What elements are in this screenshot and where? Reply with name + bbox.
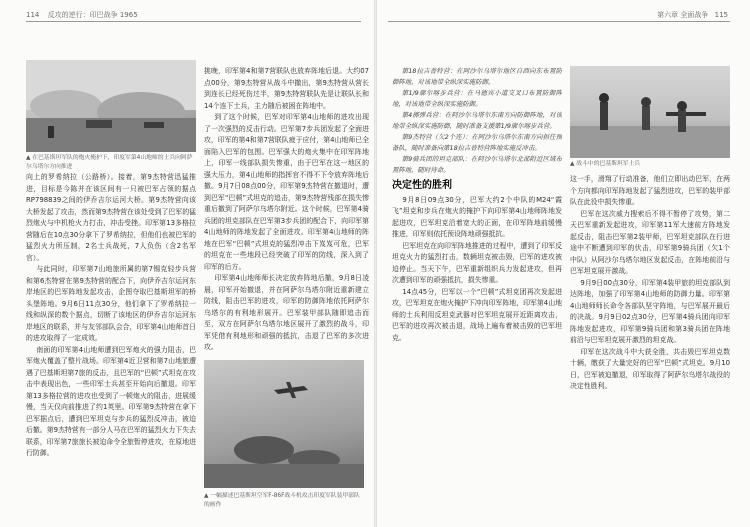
paragraph: 印军在这次战斗中大获全胜，共击毁巴军坦克数十辆，缴获了大量完好的巴军“巴顿”式坦克。9月10日，巴军被迫撤退，印军取得了阿萨尔乌塔尔战役的决定性胜利。 — [570, 347, 730, 390]
battlefield-photo — [26, 60, 196, 152]
deployment-item: 第18拉吉普特营：在阿沙尔乌塔尔地区自西向东布置防御阵地，对该地带全纵深实施防御。 — [392, 67, 562, 86]
page-gutter — [374, 0, 377, 527]
paragraph: 挑晚，印军第4和第7营联队也放弃阵地后退。大约07点00分，第9杰特营从战斗中撤出，第9杰特营从营长到连长已经死伤过半，第9杰特营联队先是让联队长和14个连下士兵，主力随后被困在阵地中。 — [204, 67, 369, 110]
right-header-rule — [388, 21, 730, 22]
paragraph: 印军第4山地师师长决定放弃阵地后撤，9月8日凌晨，印军开始撤退，并在阿萨尔乌塔尔附近重新建立防线，阻击巴军的进攻，印军的防御阵地依托阿萨尔乌塔尔的有利地形展开。巴军装甲部队随即追击而至，双方在阿萨尔乌塔尔地区展开了激烈的战斗，印军凭借有利地形和顽强的抵抗，击退了巴军的多次进攻。 — [204, 274, 369, 351]
battlefield-photo-art — [26, 60, 196, 152]
deployment-item: 第1/9廓尔喀步兵营：在马德宾小道交叉口布置防御阵地，对该地带全纵深实施防御。 — [392, 89, 562, 108]
column-4 — [570, 174, 730, 514]
paragraph: 到了这个时候，巴军对印军第4山地师的进攻出现了一次强烈的反击行动。巴军第7步兵团发起了全面进攻，印军的第4和第7营联队疲于应付，第4山地师已全面陷入巴军的包围。巴军强大的炮火集中在印军阵地上，印军一线部队损失惨重，由于巴军在这一地区的强大压力，第4山地师的指挥官不得不下令放弃阵地后撤。9月7日08点00分，印军第9杰特营在撤退时，遭到巴军“巴顿”式坦克的追击，第9杰特营残部在损失惨重后撤到了阿萨尔乌塔尔附近。这个时候，巴军第4骑兵团的坦克部队在巴军第3步兵团的配合下，向印军第4山地师的阵地发起了全面进攻。印军第4山地师的阵地在巴军“巴顿”式坦克的猛烈冲击下岌岌可危，巴军的坦克在一些地段已经突破了印军的防线，深入到了印军的后方。 — [204, 113, 369, 271]
left-running-title: 反攻的逆行：印巴战争 1965 — [47, 11, 138, 19]
photo-caption-2: ▲ 一幅描述巴基斯坦空军F-86F战斗机攻击印度军队装甲部队的画作 — [204, 493, 360, 508]
paragraph: 与此同时，印军第7山地旅所属的第7锡克轻步兵营和第6杰特营在第9杰特营的配合下，向伊乔吉尔运河东岸地区的巴军阵地发起攻击，企图夺取巴基斯坦军的桥头堡阵地。9月6日11点30分，他们拿下了罗希纳拉一线和纵深的数个据点，切断了该地区的伊乔吉尔运河东岸地区的联系，并与友邻部队会合，印军第4山地师首日的进攻取得了一定成效。 — [26, 265, 196, 342]
paragraph: 巴军在这次威力搜索后不得不暂停了攻势，第二天巴军重新发起进攻，印军第11军大速前方阵地发起反击，阻击巴军第2装甲师，巴军坦克部队在行进途中不断遭到印军的伏击，印军第9骑兵团（欠1个中队）从阿沙尔乌塔尔地区发起反击，在阵地前沿与巴军坦克展开激战。 — [570, 209, 730, 275]
paragraph: 9月8日09点30分，巴军大约2个中队的M24“霞飞”坦克和步兵在炮火的掩护下向印军第4山地师阵地发起进攻，巴军坦克沿着宽大的正面，在印军阵地前缓慢推进，印军则依托预设阵地顽强抵抗。 — [392, 195, 562, 238]
paragraph: 巴军坦克在向印军阵地推进的过程中，遭到了印军反坦克火力的猛烈打击，数辆坦克被击毁，巴军的进攻被迫停止。当天下午，巴军重新组织兵力发起进攻，但再次遭到印军的顽强抵抗，损失惨重。 — [392, 241, 562, 284]
soldiers-photo-art — [570, 66, 730, 158]
right-header — [620, 10, 728, 20]
left-header-rule — [26, 21, 361, 22]
paragraph: 南面的印军第4山地师遭到巴军炮火的强力阻击，巴军炮火覆盖了整片战场。印军第4近卫营和第7山地旅遭遇了巴基斯坦第7旅的反击，且巴军的“巴顿”式坦克在攻击中表现出色，一些印军士兵甚至开始向后撤退。印军第13多格拉营的进攻也受到了一顿炮火的阻击，进展缓慢，当天仅向前推进了约1英里。印军第9杰特营在拿下巴军据点后，遭到巴军坦克与步兵的猛烈反冲击，被迫后撤。第9杰特营有一部分人马在巴军的猛烈火力下失去联系，印军第7旅旅长被迫命令全旅暂停进攻，在原地进行防御。 — [26, 345, 196, 457]
left-page-number: 114 — [26, 11, 40, 19]
column-2 — [204, 66, 369, 356]
aircraft-painting — [204, 360, 364, 488]
paragraph: 14点45分，巴军以一个“巴顿”式坦克团再次发起进攻，巴军坦克在炮火掩护下冲向印军阵地，印军第4山地师的士兵利用反坦克武器对巴军坦克展开近距离攻击，巴军的进攻再次被击退，战场上遍布着被击毁的巴军坦克。 — [392, 287, 562, 342]
photo-caption-1: ▲ 在巴基斯坦军队的炮火掩护下，印度军第4山地师的士兵向阿萨尔乌塔尔方向推进 — [26, 155, 193, 170]
paragraph: 向上的罗希纳拉（公路桥）。接着，第9杰特营迅猛推进，目标是今陈并在该区间有一只被巴军占领的据点RP798839之间的伊乔吉尔运河大桥。第9杰特营向该大桥发起了攻击，然而第9杰特营在该处受到了巴军的猛烈炮火与中机枪火力打击，冲击受挫。印军第13多格拉营随后在10点30分拿下了罗希纳拉，但他们也被巴军的猛烈火力所压制，2名士兵战死，7人负伤（含2名军官）。 — [26, 173, 196, 262]
paragraph: 9月9日00点30分，印军第4装甲旅的坦克部队到达阵地，加强了印军第4山地师的防御力量。印军第4山地师师长命令各部队坚守阵地，与巴军展开最后的决战。9月9日02点30分，巴军第4骑兵团向印军阵地发起进攻，印军第9骑兵团和第3骑兵团在阵地前沿与巴军坦克展开激烈的坦克战。 — [570, 278, 730, 344]
left-header — [26, 10, 138, 20]
deployment-item: 第4掷弹兵营：在阿沙尔乌塔尔东南方向防御阵地，对该地带全纵深实施防御，随时准备支援第1/9廓尔喀步兵营。 — [392, 111, 562, 130]
deployment-item: 第9杰特营（欠2个连）：在阿沙尔乌塔尔东南方向担任预备队，随时准备向第18拉吉普特营阵地实施反冲击。 — [392, 133, 562, 152]
column-3 — [392, 66, 562, 514]
soldiers-photo — [570, 66, 730, 158]
deployment-list — [392, 66, 562, 176]
photo-caption-3: ▲ 战斗中的巴基斯坦军士兵 — [570, 161, 641, 167]
section-heading: 决定性的胜利 — [392, 180, 452, 191]
right-chapter-title: 第六章 全面战争 — [657, 11, 709, 19]
aircraft-painting-art — [204, 360, 364, 488]
deployment-item: 第9骑兵团的坦克部队：在阿沙尔乌塔尔北部附近区域布置阵地，随时待命。 — [392, 155, 562, 174]
column-1 — [26, 172, 196, 512]
right-page-number: 115 — [714, 11, 728, 19]
paragraph: 这一手，滑翔了行动准备，他们立即出动巴军，在两个方向都向印军阵地发起了猛烈进攻，巴军的装甲部队在此役中损失惨重。 — [570, 175, 730, 206]
